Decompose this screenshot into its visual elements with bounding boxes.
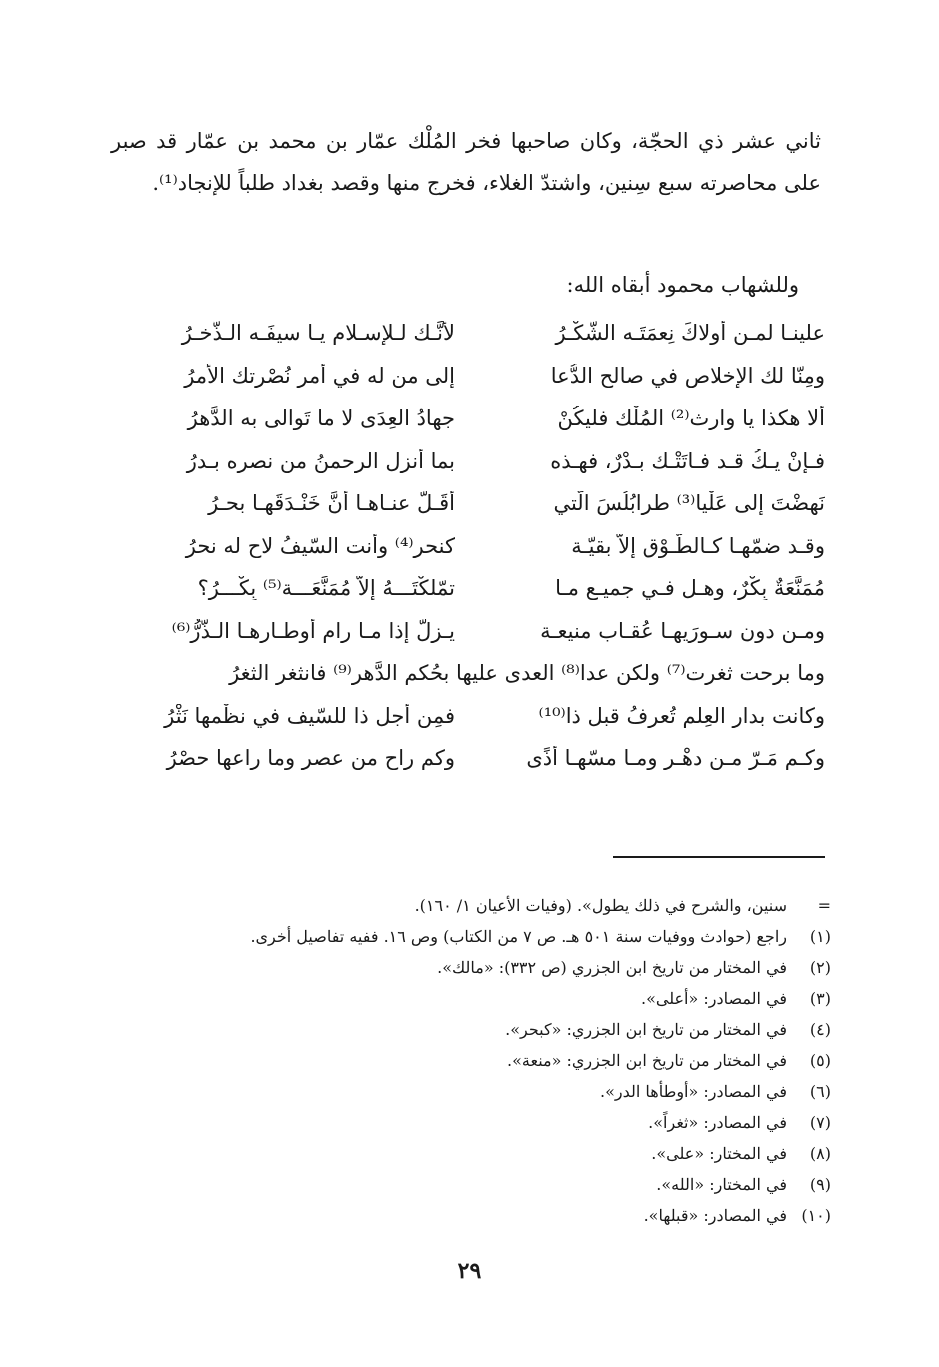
hemistich-first: ومِنّا لك الإخلاص في صالح الدُّعا [550,363,825,388]
footnote-text: في المصادر: «قبلها». [643,1206,787,1225]
hemistich-first: نَهضْتَ إلى عَلْيا⁽³⁾ طرابُلُسَ الّتي [553,491,825,516]
verse-full-line [110,652,825,695]
footnote [105,1107,831,1138]
footnote-text: في المختار: «الله». [656,1175,787,1194]
hemistich-second: فمِن أجل ذا للسّيف في نظْمها نَثْرُ [164,703,455,728]
hemistich-first: وكانت بدار العِلم تُعرفُ قبل ذا⁽¹⁰⁾ [538,703,825,728]
hemistich-second: كنحرٍ⁽⁴⁾ وأنت السّيفُ لاح له نحرُ [185,533,455,558]
hemistich-first: فـإنْ يـكُ قـد فـاتَتْـك بـدْرٌ، فهـذه [550,448,825,473]
footnote-number: (٦) [809,1082,831,1101]
footnote-number: (٣) [809,989,831,1008]
hemistich-second: لأنَّـك لـلإسـلام يـا سيفَـه الـذُّخـرُ [181,321,455,346]
footnote-separator [613,856,825,858]
footnote [105,921,831,952]
verse [110,355,825,398]
verse [110,397,825,440]
verse [110,610,825,653]
footnote-text: في المختار من تاريخ ابن الجزري (ص ٣٣٢): «مالك». [437,958,787,977]
footnote [105,1200,831,1231]
footnote [105,983,831,1014]
footnote [105,1169,831,1200]
hemistich-second: إلى من له في أمر نُصْرتك الأمرُ [184,363,455,388]
hemistich-first: وقـد ضمّهـا كـالطَّـوْق إلاّ بقيّـة [571,533,825,558]
verse [110,525,825,568]
footnote-text: راجع (حوادث ووفيات سنة ٥٠١ هـ. ص ٧ من الكتاب) وص ١٦. ففيه تفاصيل أخرى. [250,927,787,946]
hemistich-second: تمّلكْتَـــهُ إلاّ مُمَنَّعَـــة⁽⁵⁾ بِكْـــرُ؟ [197,576,455,601]
footnote-text: في المختار: «على». [651,1144,787,1163]
footnote-number: (٨) [809,1144,831,1163]
verse [110,695,825,738]
footnote-number: (٢) [809,958,831,977]
poem [110,312,825,780]
footnote-text: في المختار من تاريخ ابن الجزري: «كبحر». [505,1020,787,1039]
hemistich-first: مُمَنَّعَةٌ بِكْرٌ، وهـل فـي جميـع مـا [555,576,825,601]
poem-intro: وللشهاب محمود أبقاه الله: [566,273,799,297]
footnote [105,952,831,983]
hemistich-first: وكـم مَـرّ مـن دهْـرٍ ومـا مسّهـا أذًى [526,746,825,771]
footnotes [105,890,831,1231]
verse [110,737,825,780]
hemistich-second: بما أنزل الرحمنُ من نصره بـدرُ [186,448,455,473]
footnote-text: في المختار من تاريخ ابن الجزري: «منعة». [507,1051,787,1070]
prose-paragraph [111,120,821,204]
hemistich-second: أقَـلّ عنـاهـا أنَّ خَنْـدَقَهـا بحـرُ [208,491,455,516]
page-number: ٢٩ [457,1258,482,1284]
footnote [105,1076,831,1107]
hemistich-second: جهادُ العِدَى لا ما تَوالى به الدَّهرُ [187,406,455,431]
footnote-number: (٤) [809,1020,831,1039]
footnote-number: (٥) [809,1051,831,1070]
hemistich-second: يـزلّ إذا مـا رام أوطـارهـا الـذَّرُّ⁽⁶⁾ [171,618,455,643]
footnote-number: (١٠) [801,1206,831,1225]
footnote [105,1045,831,1076]
hemistich-first: ألا هكذا يا وارث⁽²⁾ المُلْك فليكُنْ [557,406,825,431]
verse-full-text: وما برحت ثغرت⁽⁷⁾ ولكن عدا⁽⁸⁾ العدى عليها بحُكم الدَّهر⁽⁹⁾ فانثغر الثغرُ [229,661,825,686]
verse [110,482,825,525]
verse [110,440,825,483]
footnote-text: في المصادر: «ثغراً». [648,1113,787,1132]
footnote-number: = [817,896,831,915]
footnote [105,890,831,921]
footnote [105,1138,831,1169]
verse [110,567,825,610]
footnote-number: (١) [809,927,831,946]
footnote-number: (٩) [809,1175,831,1194]
footnote-text: سنين، والشرح في ذلك يطول». (وفيات الأعيان ١/ ١٦٠). [414,896,787,915]
hemistich-second: وكم راح من عصرٍ وما راعها حصْرُ [166,746,455,771]
verse [110,312,825,355]
footnote-number: (٧) [809,1113,831,1132]
footnote [105,1014,831,1045]
prose-text: ثاني عشر ذي الحجّة، وكان صاحبها فخر المُلْك عمّار بن محمد بن عمّار قد صبر على محاصرته سبع سِنين، واشتدّ الغلاء، فخرج منها وقصد بغداد طلباً للإنجاد⁽¹⁾. [111,129,821,195]
footnote-text: في المصادر: «أوطأها الدر». [599,1082,787,1101]
footnote-text: في المصادر: «أعلى». [640,989,787,1008]
hemistich-first: ومـن دون سـورَيهـا عُقـاب منيعـة [540,618,825,643]
hemistich-first: علينـا لمـن أولاكَ نِعمَتَـه الشُّكْـرُ [555,321,825,346]
